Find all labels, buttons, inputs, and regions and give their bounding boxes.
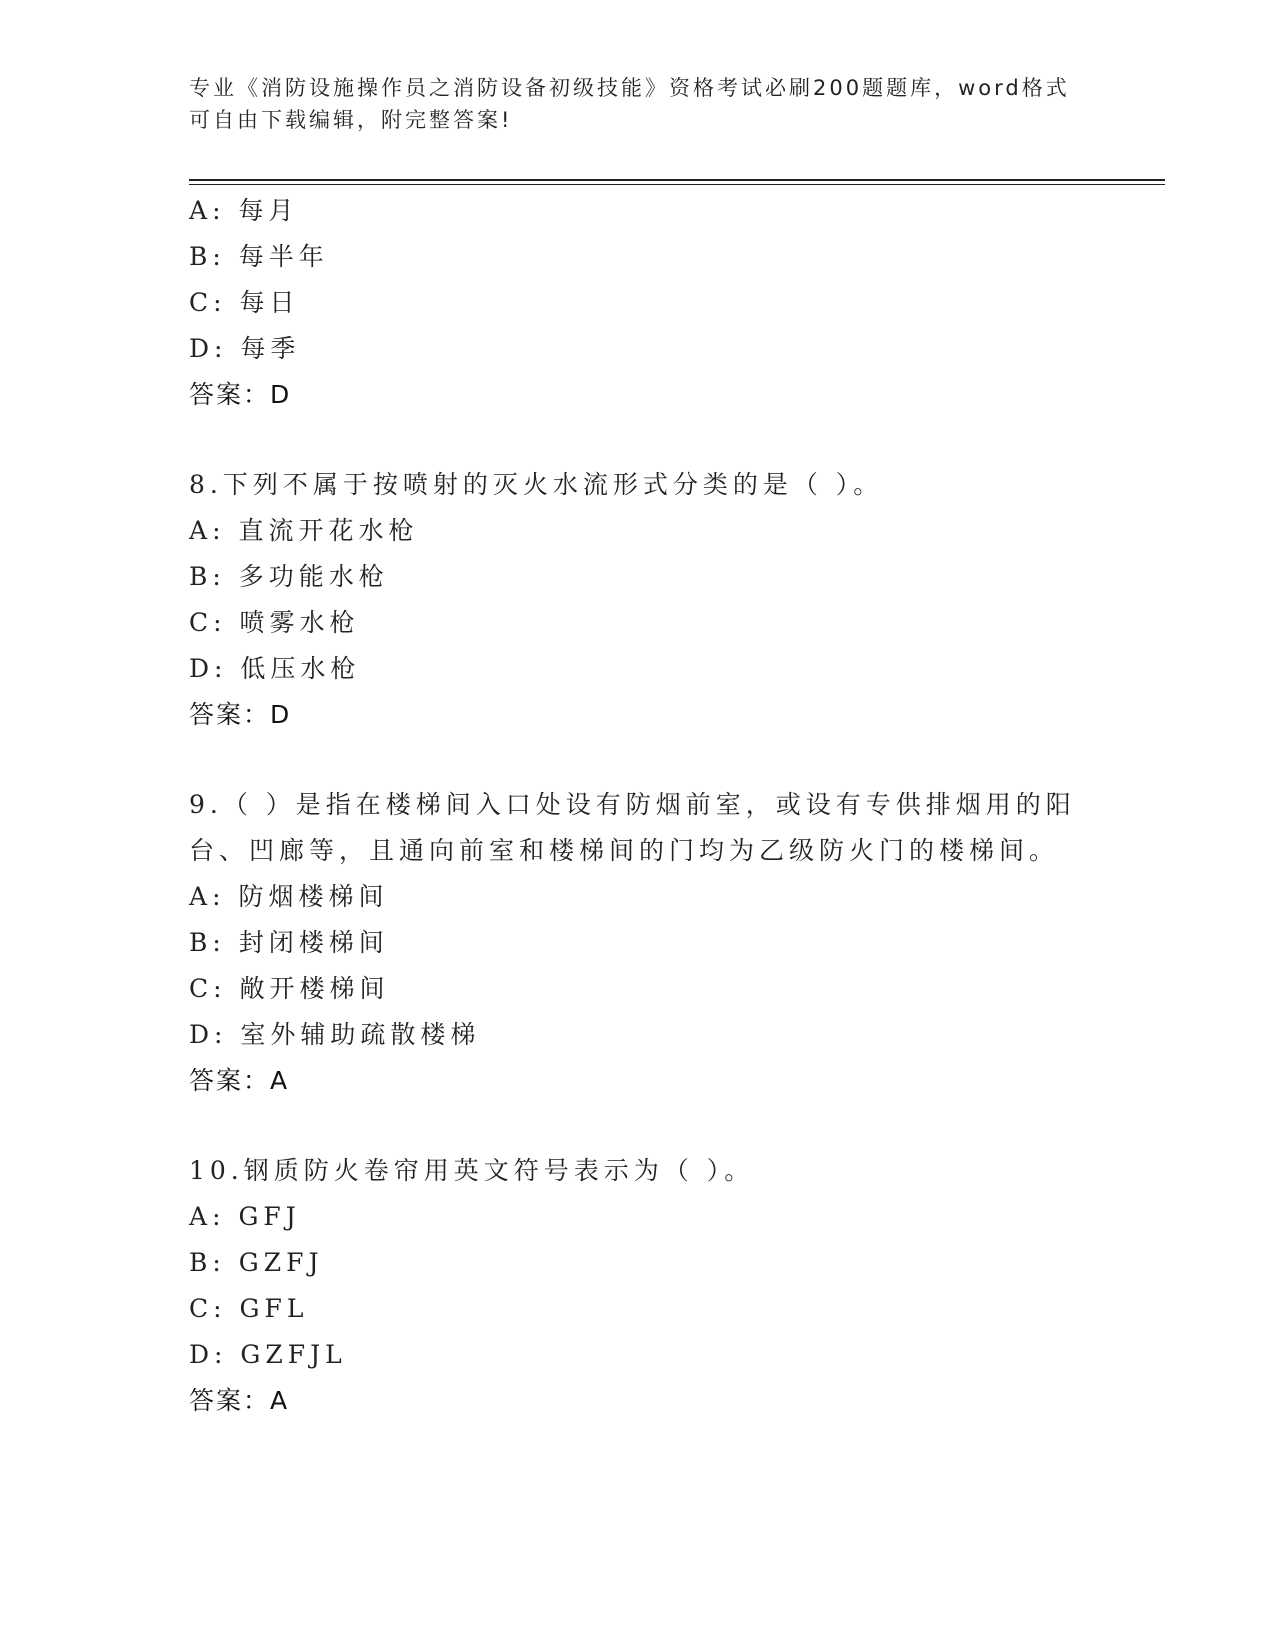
option-b: B : 封闭楼梯间 (189, 920, 1129, 966)
option-a: A : 防烟楼梯间 (189, 874, 1129, 920)
question-block-8 (189, 462, 1129, 738)
answer-line: 答案：A (189, 1066, 290, 1095)
question-text: 8.下列不属于按喷射的灭火水流形式分类的是（ ）。 (189, 470, 884, 499)
option-b: B : 多功能水枪 (189, 554, 1129, 600)
header-divider-thin (189, 184, 1165, 185)
option-a: A : 每月 (189, 188, 1129, 234)
question-block-10 (189, 1148, 1129, 1424)
option-c: C : 敞开楼梯间 (189, 966, 1129, 1012)
answer-line: 答案：A (189, 1386, 290, 1415)
option-a: A : 直流开花水枪 (189, 508, 1129, 554)
answer-line: 答案：D (189, 700, 292, 729)
option-d: D : 室外辅助疏散楼梯 (189, 1012, 1129, 1058)
option-b: B : 每半年 (189, 234, 1129, 280)
question-text: 9.（ ）是指在楼梯间入口处设有防烟前室，或设有专供排烟用的阳台、凹廊等，且通向前室和楼梯间的门均为乙级防火门的楼梯间。 (189, 790, 1076, 865)
option-c: C : GFL (189, 1286, 1129, 1332)
option-b: B : GZFJ (189, 1240, 1129, 1286)
option-d: D : GZFJL (189, 1332, 1129, 1378)
option-c: C : 每日 (189, 280, 1129, 326)
answer-line: 答案：D (189, 380, 292, 409)
question-text: 10.钢质防火卷帘用英文符号表示为（ ）。 (189, 1156, 755, 1185)
question-block-9 (189, 782, 1129, 1104)
document-header: 专业《消防设施操作员之消防设备初级技能》资格考试必刷200题题库，word格式可自由下载编辑，附完整答案! (189, 76, 1070, 132)
question-list (189, 188, 1129, 1424)
header-divider-thick (189, 179, 1165, 181)
option-d: D : 每季 (189, 326, 1129, 372)
option-a: A : GFJ (189, 1194, 1129, 1240)
option-d: D : 低压水枪 (189, 646, 1129, 692)
question-block-continued (189, 188, 1129, 418)
option-c: C : 喷雾水枪 (189, 600, 1129, 646)
